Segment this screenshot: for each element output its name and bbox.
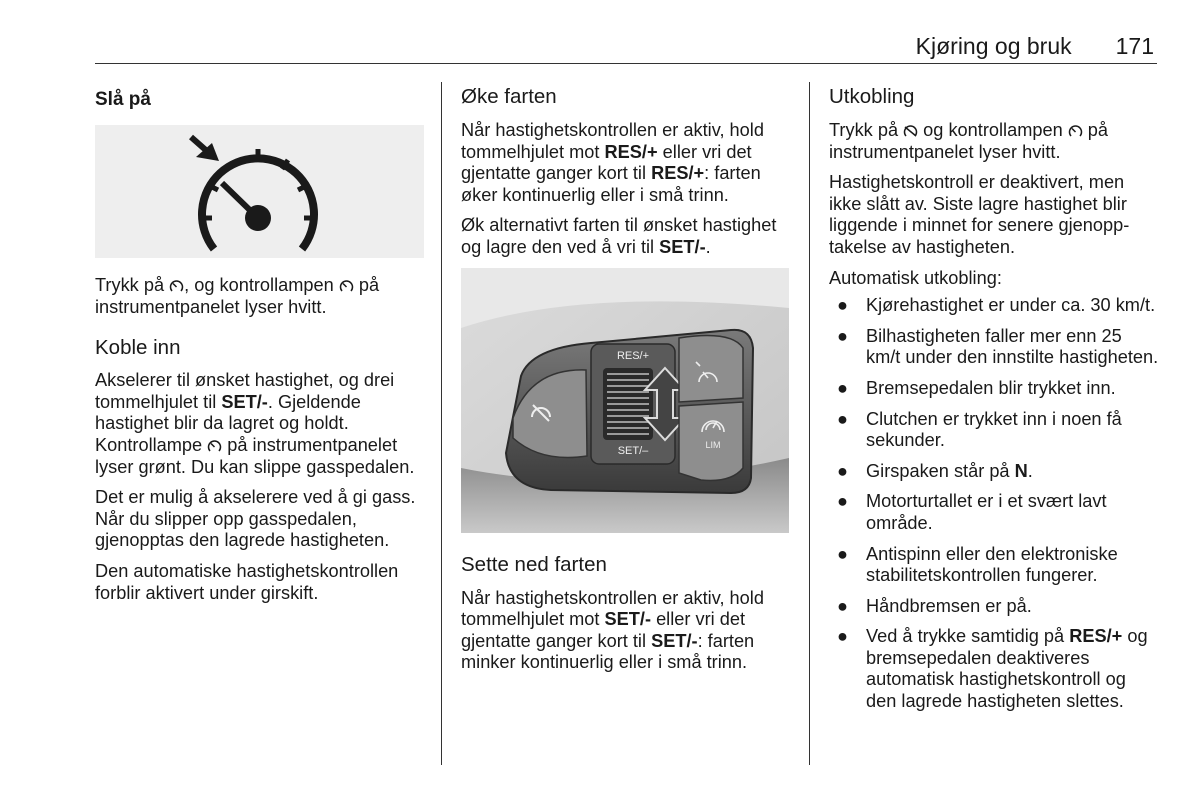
column-2 <box>461 82 796 683</box>
cruise-control-off-icon <box>903 125 918 137</box>
paragraph: Når hastighetskontrollen er aktiv, hold tommelhjulet mot SET/- eller vri det gjentatte ganger kort til SET/-: farten minker kontinuerlig eller i små trinn. <box>461 587 764 673</box>
heading-utkobling: Utkobling <box>829 85 915 108</box>
cruise-control-icon <box>169 280 184 292</box>
list-item: ● Girspaken står på N. <box>837 460 1033 481</box>
paragraph: Øk alternativt farten til ønsket hastighet og lagre den ved å vri til SET/-. <box>461 215 777 257</box>
paragraph: Hastighetskontroll er deaktivert, men ikke slått av. Siste lagre hastighet blir liggende i minnet for senere gjenopptakelse av hastigheten. <box>829 172 1130 257</box>
speedometer-press-icon <box>95 125 424 258</box>
heading-sette-ned-farten: Sette ned farten <box>461 552 607 576</box>
list-item: ● Motorturtallet er i et svært lavt område. <box>837 491 1107 533</box>
res-label: RES/+ <box>616 349 650 362</box>
cruise-control-lamp-icon <box>1068 125 1083 137</box>
cruise-control-lamp-icon <box>207 440 222 452</box>
paragraph: Når hastighetskontrollen er aktiv, hold tommelhjulet mot RES/+ eller vri det gjentatte ganger kort til RES/+: farten øker kontinuerlig eller i små trinn. <box>461 120 764 205</box>
page-header <box>916 33 1154 60</box>
list-item: ● Clutchen er trykket inn i noen få sekunder. <box>837 408 1122 451</box>
list-item: ● Ved å trykke samtidig på RES/+ og bremsepedalen deaktiveres automatisk hastighetskontroll og den lagrede hastigheten slettes. <box>837 626 1148 712</box>
column-3 <box>829 82 1159 722</box>
list-item: ● Håndbremsen er på. <box>837 595 1032 616</box>
paragraph: Trykk på og kontrollampen på instrumentpanelet lyser hvitt. <box>829 120 1109 162</box>
steering-wheel-photo <box>461 268 789 533</box>
list-item: ● Bilhastigheten faller mer enn 25 km/t under den innstilte hastigheten. <box>837 325 1159 368</box>
list-item: ● Kjørehastighet er under ca. 30 km/t. <box>837 295 1156 316</box>
auto-disengage-list <box>829 295 1159 713</box>
chapter-title: Kjøring og bruk <box>915 33 1072 59</box>
cruise-control-lamp-icon <box>339 280 354 292</box>
list-item: ● Antispinn eller den elektroniske stabilitetskontrollen fungerer. <box>837 543 1118 586</box>
set-label: SET/– <box>617 444 649 457</box>
heading-koble-inn: Koble inn <box>95 336 181 360</box>
lim-label: LIM <box>705 439 721 450</box>
column-1 <box>95 82 430 613</box>
cruise-control-figure <box>95 125 424 258</box>
column-divider <box>809 82 810 765</box>
paragraph: Det er mulig å akselerere ved å gi gass. Når du slipper opp gasspedalen, gjenopptas den lagrede hastigheten. <box>95 487 416 551</box>
paragraph: Akselerer til ønsket hastighet, og drei tommelhjulet til SET/-. Gjeldende hastighet blir da lagret og holdt. Kontrollampe på instrumentpanelet lyser grønt. Du kan slippe gasspedalen. <box>95 370 415 477</box>
page-number: 171 <box>1115 33 1154 59</box>
steering-wheel-controls-figure <box>461 268 789 533</box>
heading-oke-farten: Øke farten <box>461 85 557 108</box>
paragraph: Trykk på , og kontrollampen på instrumentpanelet lyser hvitt. <box>95 275 380 317</box>
list-item: ● Bremsepedalen blir trykket inn. <box>837 377 1116 398</box>
header-rule <box>95 63 1157 64</box>
column-divider <box>441 82 442 765</box>
heading-sla-pa: Slå på <box>95 89 151 110</box>
paragraph: Den automatiske hastighetskontrollen forblir aktivert under girskift. <box>95 560 399 603</box>
paragraph: Automatisk utkobling: <box>829 267 1002 288</box>
